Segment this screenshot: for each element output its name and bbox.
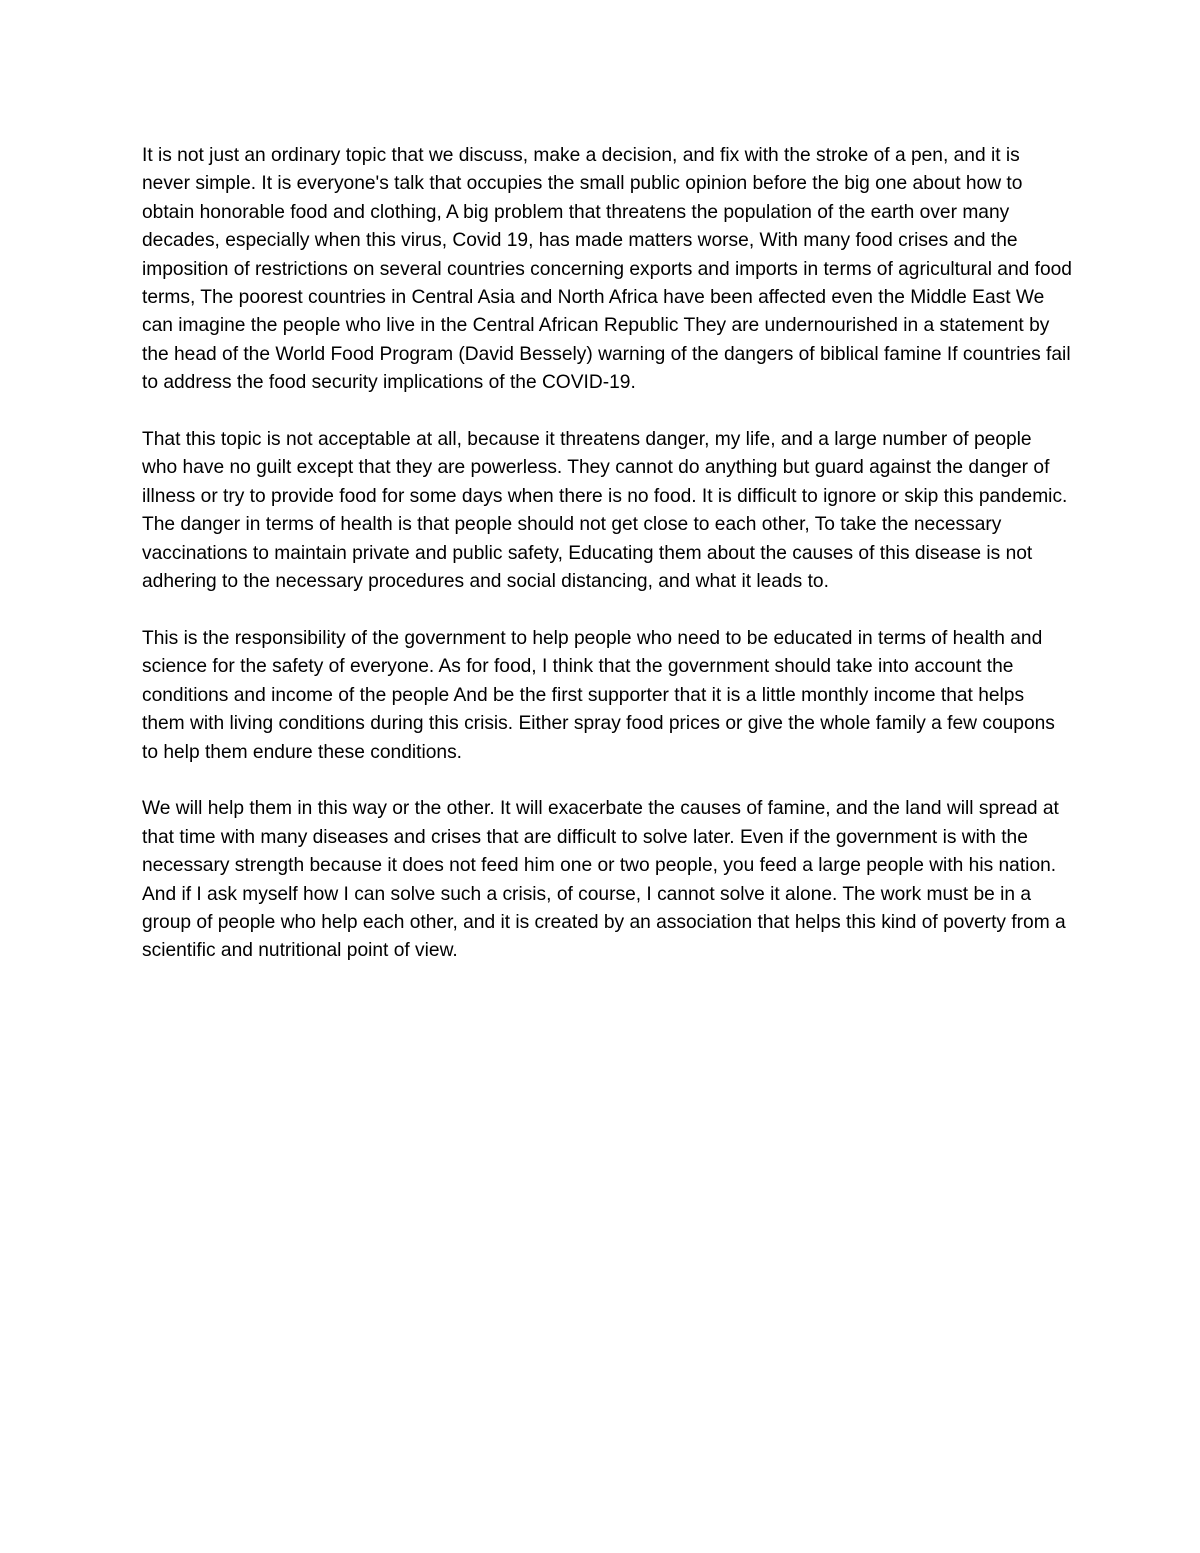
- paragraph-3: This is the responsibility of the government to help people who need to be educated in terms of health and science for the safety of everyone. As for food, I think that the government should take into account the conditions and income of the people And be the first supporter that it is a little monthly income that helps them with living conditions during this crisis. Either spray food prices or give the whole family a few coupons to help them endure these conditions.: [142, 627, 1055, 763]
- paragraph-2: That this topic is not acceptable at all, because it threatens danger, my life, and a large number of people who have no guilt except that they are powerless. They cannot do anything but guard against the danger of illness or try to provide food for some days when there is no food. It is difficult to ignore or skip this pandemic. The danger in terms of health is that people should not get close to each other, To take the necessary vaccinations to maintain private and public safety, Educating them about the causes of this disease is not adhering to the necessary procedures and social distancing, and what it leads to.: [142, 429, 1068, 593]
- paragraph-4: We will help them in this way or the other. It will exacerbate the causes of famine, and the land will spread at that time with many diseases and crises that are difficult to solve later. Even if the government is with the necessary strength because it does not feed him one or two people, you feed a large people with his nation. And if I ask myself how I can solve such a crisis, of course, I cannot solve it alone. The work must be in a group of people who help each other, and it is created by an association that helps this kind of poverty from a scientific and nutritional point of view.: [142, 798, 1066, 962]
- document-body: [142, 142, 1072, 994]
- paragraph-1: It is not just an ordinary topic that we discuss, make a decision, and fix with the stroke of a pen, and it is never simple. It is everyone's talk that occupies the small public opinion before the big one about how to obtain honorable food and clothing, A big problem that threatens the population of the earth over many decades, especially when this virus, Covid 19, has made matters worse, With many food crises and the imposition of restrictions on several countries concerning exports and imports in terms of agricultural and food terms, The poorest countries in Central Asia and North Africa have been affected even the Middle East We can imagine the people who live in the Central African Republic They are undernourished in a statement by the head of the World Food Program (David Bessely) warning of the dangers of biblical famine If countries fail to address the food security implications of the COVID-19.: [142, 145, 1072, 394]
